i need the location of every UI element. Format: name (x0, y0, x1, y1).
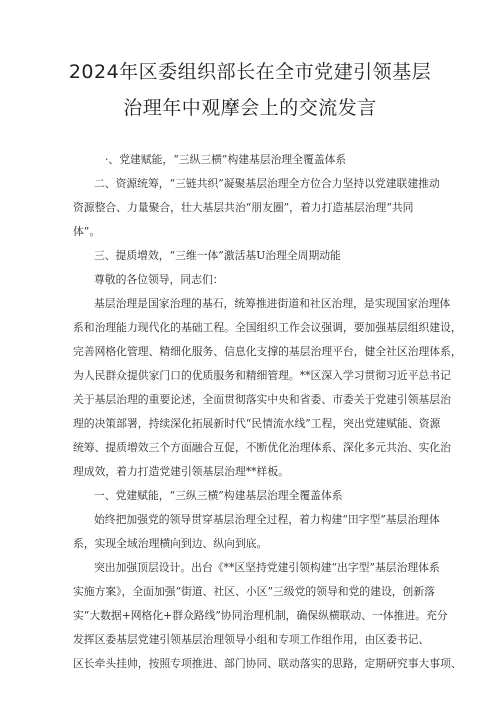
document-title-line-2: 治理年中观摩会上的交流发言 (123, 97, 377, 119)
paragraph-1-line: 理的决策部署，持续深化拓展新时代“民情流水线”工程，突出党建赋能、资源 (73, 417, 441, 430)
paragraph-3-line: 实“大数据+网格化+群众路线”协同治理机制，确保纵横联动、一体推进。充分 (73, 609, 448, 622)
greeting: 尊敬的各位领导，同志们： (94, 273, 224, 286)
outline-item-2-end: 体”。 (73, 225, 101, 238)
outline-item-2: 二、资源统筹，“三链共织”凝聚基层治理全方位合力坚持以党建联建推动 (94, 177, 440, 190)
paragraph-3-line: 实施方案》，全面加强“街道、社区、小区”三级党的领导和党的建设，创新落 (73, 585, 435, 598)
paragraph-1-line: 完善网格化管理、精细化服务、信息化支撑的基层治理平台，健全社区治理体系， (73, 345, 462, 358)
paragraph-3-line: 发挥区委基层党建引领基层治理领导小组和专项工作组作用，由区委书记、 (73, 633, 430, 646)
paragraph-1-line: 理成效，着力打造党建引领基层治理**样板。 (73, 465, 289, 478)
paragraph-1-line: 统筹、提质增效三个方面融合互促，不断优化治理体系、深化多元共治、实化治 (73, 441, 451, 454)
document-title-line-1: 2024年区委组织部长在全市党建引领基层 (68, 61, 432, 83)
paragraph-3-line: 区长牵头挂帅，按照专项推进、部门协同、联动落实的思路，定期研究事大事项、 (73, 657, 462, 670)
paragraph-1-line: 系和治理能力现代化的基础工程。全国组织工作会议强调，要加强基层组织建设， (73, 321, 462, 334)
paragraph-3-line: 突出加强顶层设计。出台《**区坚持党建引领构建“出字型”基层治理体系 (94, 561, 440, 574)
outline-item-1: ·、党建赋能，“三纵三横”构建基层治理全覆盖体系 (105, 153, 347, 166)
paragraph-1-line: 基层治理是国家治理的基石，统筹推进街道和社区治理，是实现国家治理体 (94, 297, 451, 310)
paragraph-2-line: 始终把加强党的领导贯穿基层治理全过程，着力构建“田字型”基层治理体 (94, 513, 440, 526)
paragraph-1-line: 关于基层治理的重要论述，全面贯彻落实中央和省委、市委关于党建引领基层治 (73, 393, 451, 406)
paragraph-2-line: 系，实现全域治理横向到边、纵向到底。 (73, 537, 268, 550)
paragraph-1-line: 为人民群众提供家门口的优质服务和精细管理。**区深入学习贯彻习近平总书记 (73, 369, 451, 382)
section-1-heading: 一、党建赋能，“三纵三横”构建基层治理全覆盖体系 (94, 489, 343, 502)
document-body (73, 148, 462, 676)
outline-item-3: 三、提质增效，“三维一体”激活基U治理全周期动能 (94, 249, 341, 262)
outline-item-2-cont: 资源整合、力量聚合，壮大基层共治“朋友圈”，着力打造基层治理“共同 (73, 201, 414, 214)
